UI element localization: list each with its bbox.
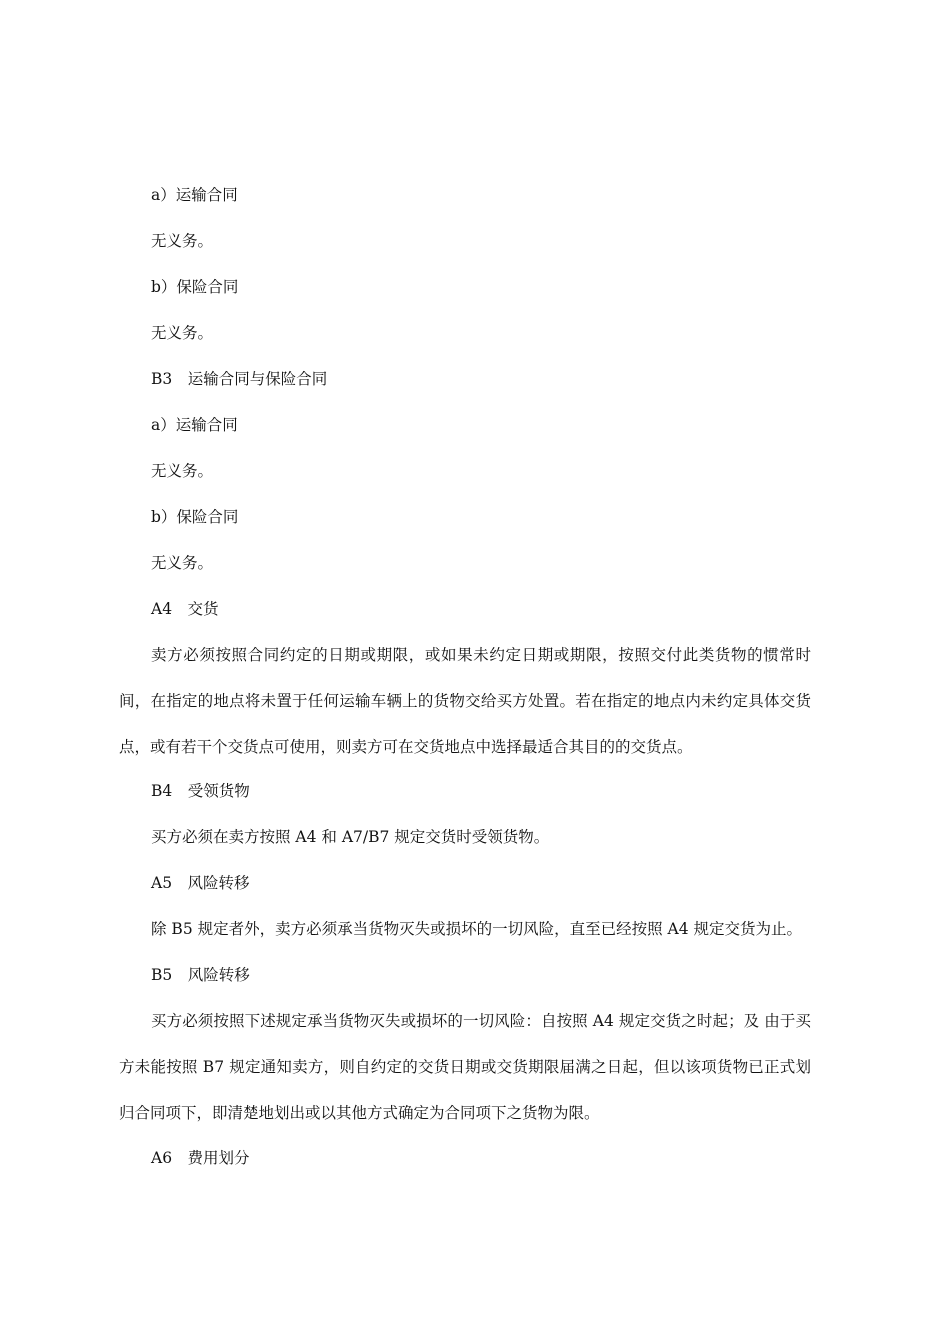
body-text: 除 B5 规定者外，卖方必须承当货物灭失或损坏的一切风险，直至已经按照 A4 规定交货为止。 — [151, 920, 803, 938]
subsection-heading: b）保险合同 — [151, 278, 239, 296]
section-heading: A6 费用划分 — [151, 1149, 250, 1167]
subsection-heading: b）保险合同 — [151, 508, 239, 526]
subsection-heading: a）运输合同 — [151, 416, 238, 434]
body-text: 无义务。 — [151, 324, 214, 342]
section-heading: B4 受领货物 — [151, 782, 250, 800]
section-heading: A5 风险转移 — [151, 874, 250, 892]
body-paragraph: 卖方必须按照合同约定的日期或期限，或如果未约定日期或期限，按照交付此类货物的惯常时间，在指定的地点将未置于任何运输车辆上的货物交给买方处置。若在指定的地点内未约定具体交货点，或有若干个交货点可使用，则卖方可在交货地点中选择最适合其目的的交货点。 — [119, 646, 811, 756]
body-text: 买方必须在卖方按照 A4 和 A7/B7 规定交货时受领货物。 — [151, 828, 550, 846]
section-heading: B3 运输合同与保险合同 — [151, 370, 328, 388]
subsection-heading: a）运输合同 — [151, 186, 238, 204]
body-text: 无义务。 — [151, 462, 214, 480]
body-text: 无义务。 — [151, 232, 214, 250]
body-paragraph: 买方必须按照下述规定承当货物灭失或损坏的一切风险：自按照 A4 规定交货之时起；及 由于买方未能按照 B7 规定通知卖方，则自约定的交货日期或交货期限届满之日起，但以该项货物已正式划归合同项下，即清楚地划出或以其他方式确定为合同项下之货物为限。 — [119, 1012, 811, 1122]
section-heading: A4 交货 — [151, 600, 219, 618]
section-heading: B5 风险转移 — [151, 966, 250, 984]
body-text: 无义务。 — [151, 554, 214, 572]
